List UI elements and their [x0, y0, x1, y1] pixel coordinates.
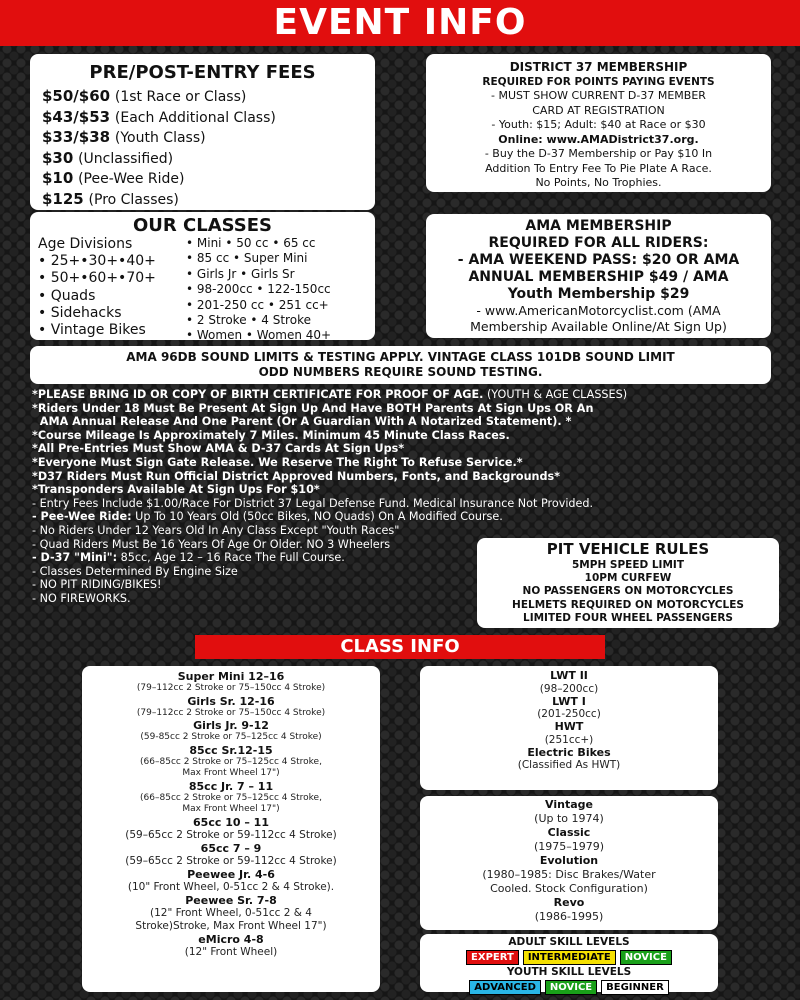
class-desc: (251cc+): [544, 733, 594, 746]
youth-class-info-panel: [82, 666, 380, 992]
class-desc: (1980–1985: Disc Brakes/Water: [482, 868, 656, 881]
fee-price: $125: [42, 189, 84, 208]
class-desc: (98–200cc): [539, 682, 599, 695]
rule-item: [32, 483, 762, 497]
class-desc: (59–65cc 2 Stroke or 59-112cc 4 Stroke): [125, 828, 337, 841]
adult-class-info-panel: [420, 666, 718, 790]
d37-line: Addition To Entry Fee To Pie Plate A Race.: [485, 161, 712, 175]
fee-row: [42, 108, 363, 129]
fee-desc: (Unclassified): [78, 150, 174, 167]
d37-link[interactable]: Online: www.AMADistrict37.org.: [498, 132, 699, 146]
skill-badge-advanced: ADVANCED: [469, 980, 541, 995]
class-name: HWT: [554, 720, 584, 733]
rule-item: [32, 497, 762, 511]
rule-text: - No Riders Under 12 Years Old In Any Class Except "Youth Races": [32, 523, 400, 537]
rule-text: - Classes Determined By Engine Size: [32, 564, 238, 578]
rule-item: [32, 415, 762, 429]
sound-limits-panel: [30, 346, 771, 384]
class-desc: Max Front Wheel 17"): [182, 804, 280, 814]
pit-rule: LIMITED FOUR WHEEL PASSENGERS: [523, 611, 733, 624]
fee-price: $50/$60: [42, 87, 111, 105]
ama-membership-panel: [426, 214, 771, 338]
class-desc: (10" Front Wheel, 0-51cc 2 & 4 Stroke).: [127, 880, 335, 893]
class-desc: (Classified As HWT): [517, 759, 621, 771]
class-name: Classic: [547, 826, 591, 839]
class-desc: Max Front Wheel 17"): [182, 768, 280, 778]
class-item: • 25+•30+•40+: [38, 253, 156, 270]
class-desc: (59–65cc 2 Stroke or 59-112cc 4 Stroke): [125, 854, 337, 867]
fee-price: $30: [42, 148, 74, 167]
rule-bold: *Everyone Must Sign Gate Release. We Reserve The Right To Refuse Service.*: [32, 455, 523, 469]
d37-line: - Buy the D-37 Membership or Pay $10 In: [484, 147, 713, 160]
rule-bold: *D37 Riders Must Run Official District Approved Numbers, Fonts, and Backgrounds*: [32, 469, 561, 483]
fee-desc: (Pee-Wee Ride): [78, 171, 185, 188]
rule-text: - Quad Riders Must Be 16 Years Of Age Or Older. NO 3 Wheelers: [32, 537, 391, 551]
fee-row: [42, 149, 363, 170]
class-desc: (79–112cc 2 Stroke or 75–150cc 4 Stroke): [136, 683, 326, 693]
class-name: 65cc 7 – 9: [200, 841, 262, 855]
class-name: 85cc Jr. 7 – 11: [188, 779, 274, 793]
fee-desc: (Youth Class): [114, 130, 206, 147]
adult-skill-label: ADULT SKILL LEVELS: [508, 936, 630, 948]
class-name: eMicro 4-8: [198, 932, 264, 946]
rule-bold: *Transponders Available At Sign Ups For $10*: [32, 483, 320, 497]
class-item: • Vintage Bikes: [38, 322, 146, 339]
class-name: Peewee Sr. 7-8: [185, 893, 277, 907]
d37-line: - MUST SHOW CURRENT D-37 MEMBER: [491, 89, 706, 102]
skill-badge-novice-youth: NOVICE: [545, 980, 597, 995]
fee-desc: (Each Additional Class): [114, 109, 276, 126]
fee-price: $33/$38: [42, 128, 111, 147]
rule-item: [32, 524, 762, 538]
classes-left-column: [38, 236, 186, 339]
class-item: • Quads: [38, 287, 96, 304]
fee-row: [42, 190, 363, 211]
class-item: • 98-200cc • 122-150cc: [186, 282, 331, 297]
class-item: • 50+•60+•70+: [38, 270, 156, 287]
class-info-banner: CLASS INFO: [195, 635, 605, 659]
class-item: • 85 cc • Super Mini: [186, 251, 308, 266]
class-name: Evolution: [539, 854, 599, 867]
rule-item: [32, 429, 762, 443]
pit-rule: 5MPH SPEED LIMIT: [572, 559, 684, 571]
district37-membership-panel: [426, 54, 771, 192]
youth-skill-label: YOUTH SKILL LEVELS: [506, 966, 632, 978]
ama-title: AMA MEMBERSHIP: [525, 218, 672, 234]
class-desc: (66–85cc 2 Stroke or 75–125cc 4 Stroke,: [140, 756, 322, 767]
class-desc: (12" Front Wheel, 0-51cc 2 & 4: [149, 906, 312, 919]
fee-desc: (1st Race or Class): [114, 89, 247, 105]
event-info-banner: EVENT INFO: [0, 0, 800, 46]
rule-text: 85cc, Age 12 – 16 Race The Full Course.: [117, 551, 345, 565]
class-name: Peewee Jr. 4-6: [187, 867, 275, 881]
class-desc: (201-250cc): [537, 708, 601, 720]
pit-rule: HELMETS REQUIRED ON MOTORCYCLES: [512, 598, 744, 611]
rule-text: - Entry Fees Include $1.00/Race For District 37 Legal Defense Fund. Medical Insurance Not Provided.: [32, 496, 594, 510]
classes-right-column: [186, 236, 371, 344]
class-name: 65cc 10 – 11: [193, 815, 269, 829]
rule-bold: *All Pre-Entries Must Show AMA & D-37 Cards At Sign Ups*: [32, 442, 405, 456]
class-desc: Stroke)Stroke, Max Front Wheel 17"): [135, 919, 327, 932]
fee-row: [42, 87, 363, 108]
youth-skill-badges: [424, 980, 714, 995]
rule-bold: *Course Mileage Is Approximately 7 Miles. Minimum 45 Minute Class Races.: [32, 428, 510, 442]
entry-fees-panel: [30, 54, 375, 210]
class-desc: (59-85cc 2 Stroke or 75–125cc 4 Stroke): [140, 732, 322, 742]
rule-item: [32, 402, 762, 416]
skill-levels-panel: [420, 934, 718, 992]
skill-badge-intermediate: INTERMEDIATE: [523, 950, 616, 965]
class-item: • Sidehacks: [38, 304, 122, 321]
rule-item: [32, 442, 762, 456]
rule-bold: - D-37 "Mini":: [32, 551, 118, 565]
d37-title: DISTRICT 37 MEMBERSHIP: [509, 60, 688, 74]
class-name: Vintage: [545, 798, 593, 811]
class-name: Revo: [553, 896, 585, 909]
fee-price: $43/$53: [42, 107, 111, 126]
adult-skill-badges: [424, 950, 714, 965]
ama-weekend-pass: - AMA WEEKEND PASS: $20 OR AMA: [457, 252, 740, 268]
class-item: • 2 Stroke • 4 Stroke: [186, 313, 311, 328]
pit-rule: 10PM CURFEW: [584, 572, 672, 585]
fee-price: $10: [42, 169, 74, 188]
pit-vehicle-rules-panel: [477, 538, 779, 628]
rule-text: (YOUTH & AGE CLASSES): [483, 388, 628, 401]
class-name: LWT I: [552, 694, 586, 708]
d37-line: - Youth: $15; Adult: $40 at Race or $30: [491, 118, 706, 131]
class-name: Electric Bikes: [527, 745, 611, 759]
skill-badge-novice: NOVICE: [620, 950, 672, 965]
fee-row: [42, 128, 363, 149]
rule-bold: *PLEASE BRING ID OR COPY OF BIRTH CERTIFICATE FOR PROOF OF AGE.: [32, 388, 484, 401]
class-desc: (12" Front Wheel): [184, 945, 278, 958]
class-item: • Girls Jr • Girls Sr: [186, 266, 295, 281]
rule-text: - NO PIT RIDING/BIKES!: [32, 578, 162, 592]
rule-text: Up To 10 Years Old (50cc Bikes, NO Quads) On A Modified Course.: [131, 510, 503, 524]
class-item: • 201-250 cc • 251 cc+: [186, 297, 329, 312]
ama-note: Membership Available Online/At Sign Up): [470, 319, 727, 334]
rule-item: [32, 388, 762, 402]
d37-subtitle: REQUIRED FOR POINTS PAYING EVENTS: [482, 75, 715, 88]
our-classes-title: OUR CLASSES: [132, 215, 273, 236]
rule-item: [32, 510, 762, 524]
class-name: Girls Jr. 9-12: [193, 719, 269, 732]
class-desc: (Up to 1974): [534, 812, 604, 825]
class-name: Girls Sr. 12-16: [187, 694, 275, 708]
class-desc: (1975–1979): [533, 840, 605, 853]
class-desc: (79–112cc 2 Stroke or 75–150cc 4 Stroke): [136, 707, 326, 718]
rule-bold: AMA Annual Release And One Parent (Or A Guardian With A Notarized Statement). *: [32, 415, 572, 429]
class-item: Age Divisions: [38, 236, 133, 252]
ama-required: REQUIRED FOR ALL RIDERS:: [488, 235, 709, 251]
d37-line: CARD AT REGISTRATION: [532, 103, 665, 117]
ama-annual: ANNUAL MEMBERSHIP $49 / AMA: [468, 269, 729, 285]
skill-badge-beginner: BEGINNER: [601, 980, 669, 995]
class-desc: (1986-1995): [534, 910, 604, 923]
class-name: 85cc Sr.12-15: [189, 743, 273, 757]
fee-desc: (Pro Classes): [88, 191, 179, 208]
rule-bold: - Pee-Wee Ride:: [32, 510, 132, 524]
our-classes-panel: [30, 212, 375, 343]
sound-line: AMA 96DB SOUND LIMITS & TESTING APPLY. VINTAGE CLASS 101DB SOUND LIMIT: [126, 350, 675, 364]
rule-item: [32, 470, 762, 484]
d37-line: No Points, No Trophies.: [535, 176, 662, 189]
class-desc: (66–85cc 2 Stroke or 75–125cc 4 Stroke,: [140, 792, 322, 803]
ama-youth: Youth Membership $29: [507, 286, 690, 302]
rule-text: - NO FIREWORKS.: [32, 591, 131, 605]
sound-line: ODD NUMBERS REQUIRE SOUND TESTING.: [258, 365, 543, 379]
fee-list: [42, 87, 363, 211]
class-name: LWT II: [550, 669, 588, 682]
fee-row: [42, 169, 363, 190]
rule-bold: *Riders Under 18 Must Be Present At Sign Up And Have BOTH Parents At Sign Ups OR An: [32, 401, 594, 415]
ama-link[interactable]: - www.AmericanMotorcyclist.com (AMA: [476, 303, 721, 318]
vintage-class-info-panel: [420, 796, 718, 930]
class-name: Super Mini 12–16: [177, 670, 285, 683]
pit-rule: NO PASSENGERS ON MOTORCYCLES: [522, 585, 734, 598]
class-item: • Women • Women 40+: [186, 328, 332, 343]
class-desc: Cooled. Stock Configuration): [490, 882, 648, 895]
class-item: • Mini • 50 cc • 65 cc: [186, 236, 316, 250]
entry-fees-title: PRE/POST-ENTRY FEES: [89, 62, 316, 83]
skill-badge-expert: EXPERT: [466, 950, 519, 965]
rule-item: [32, 456, 762, 470]
pit-title: PIT VEHICLE RULES: [546, 540, 710, 558]
